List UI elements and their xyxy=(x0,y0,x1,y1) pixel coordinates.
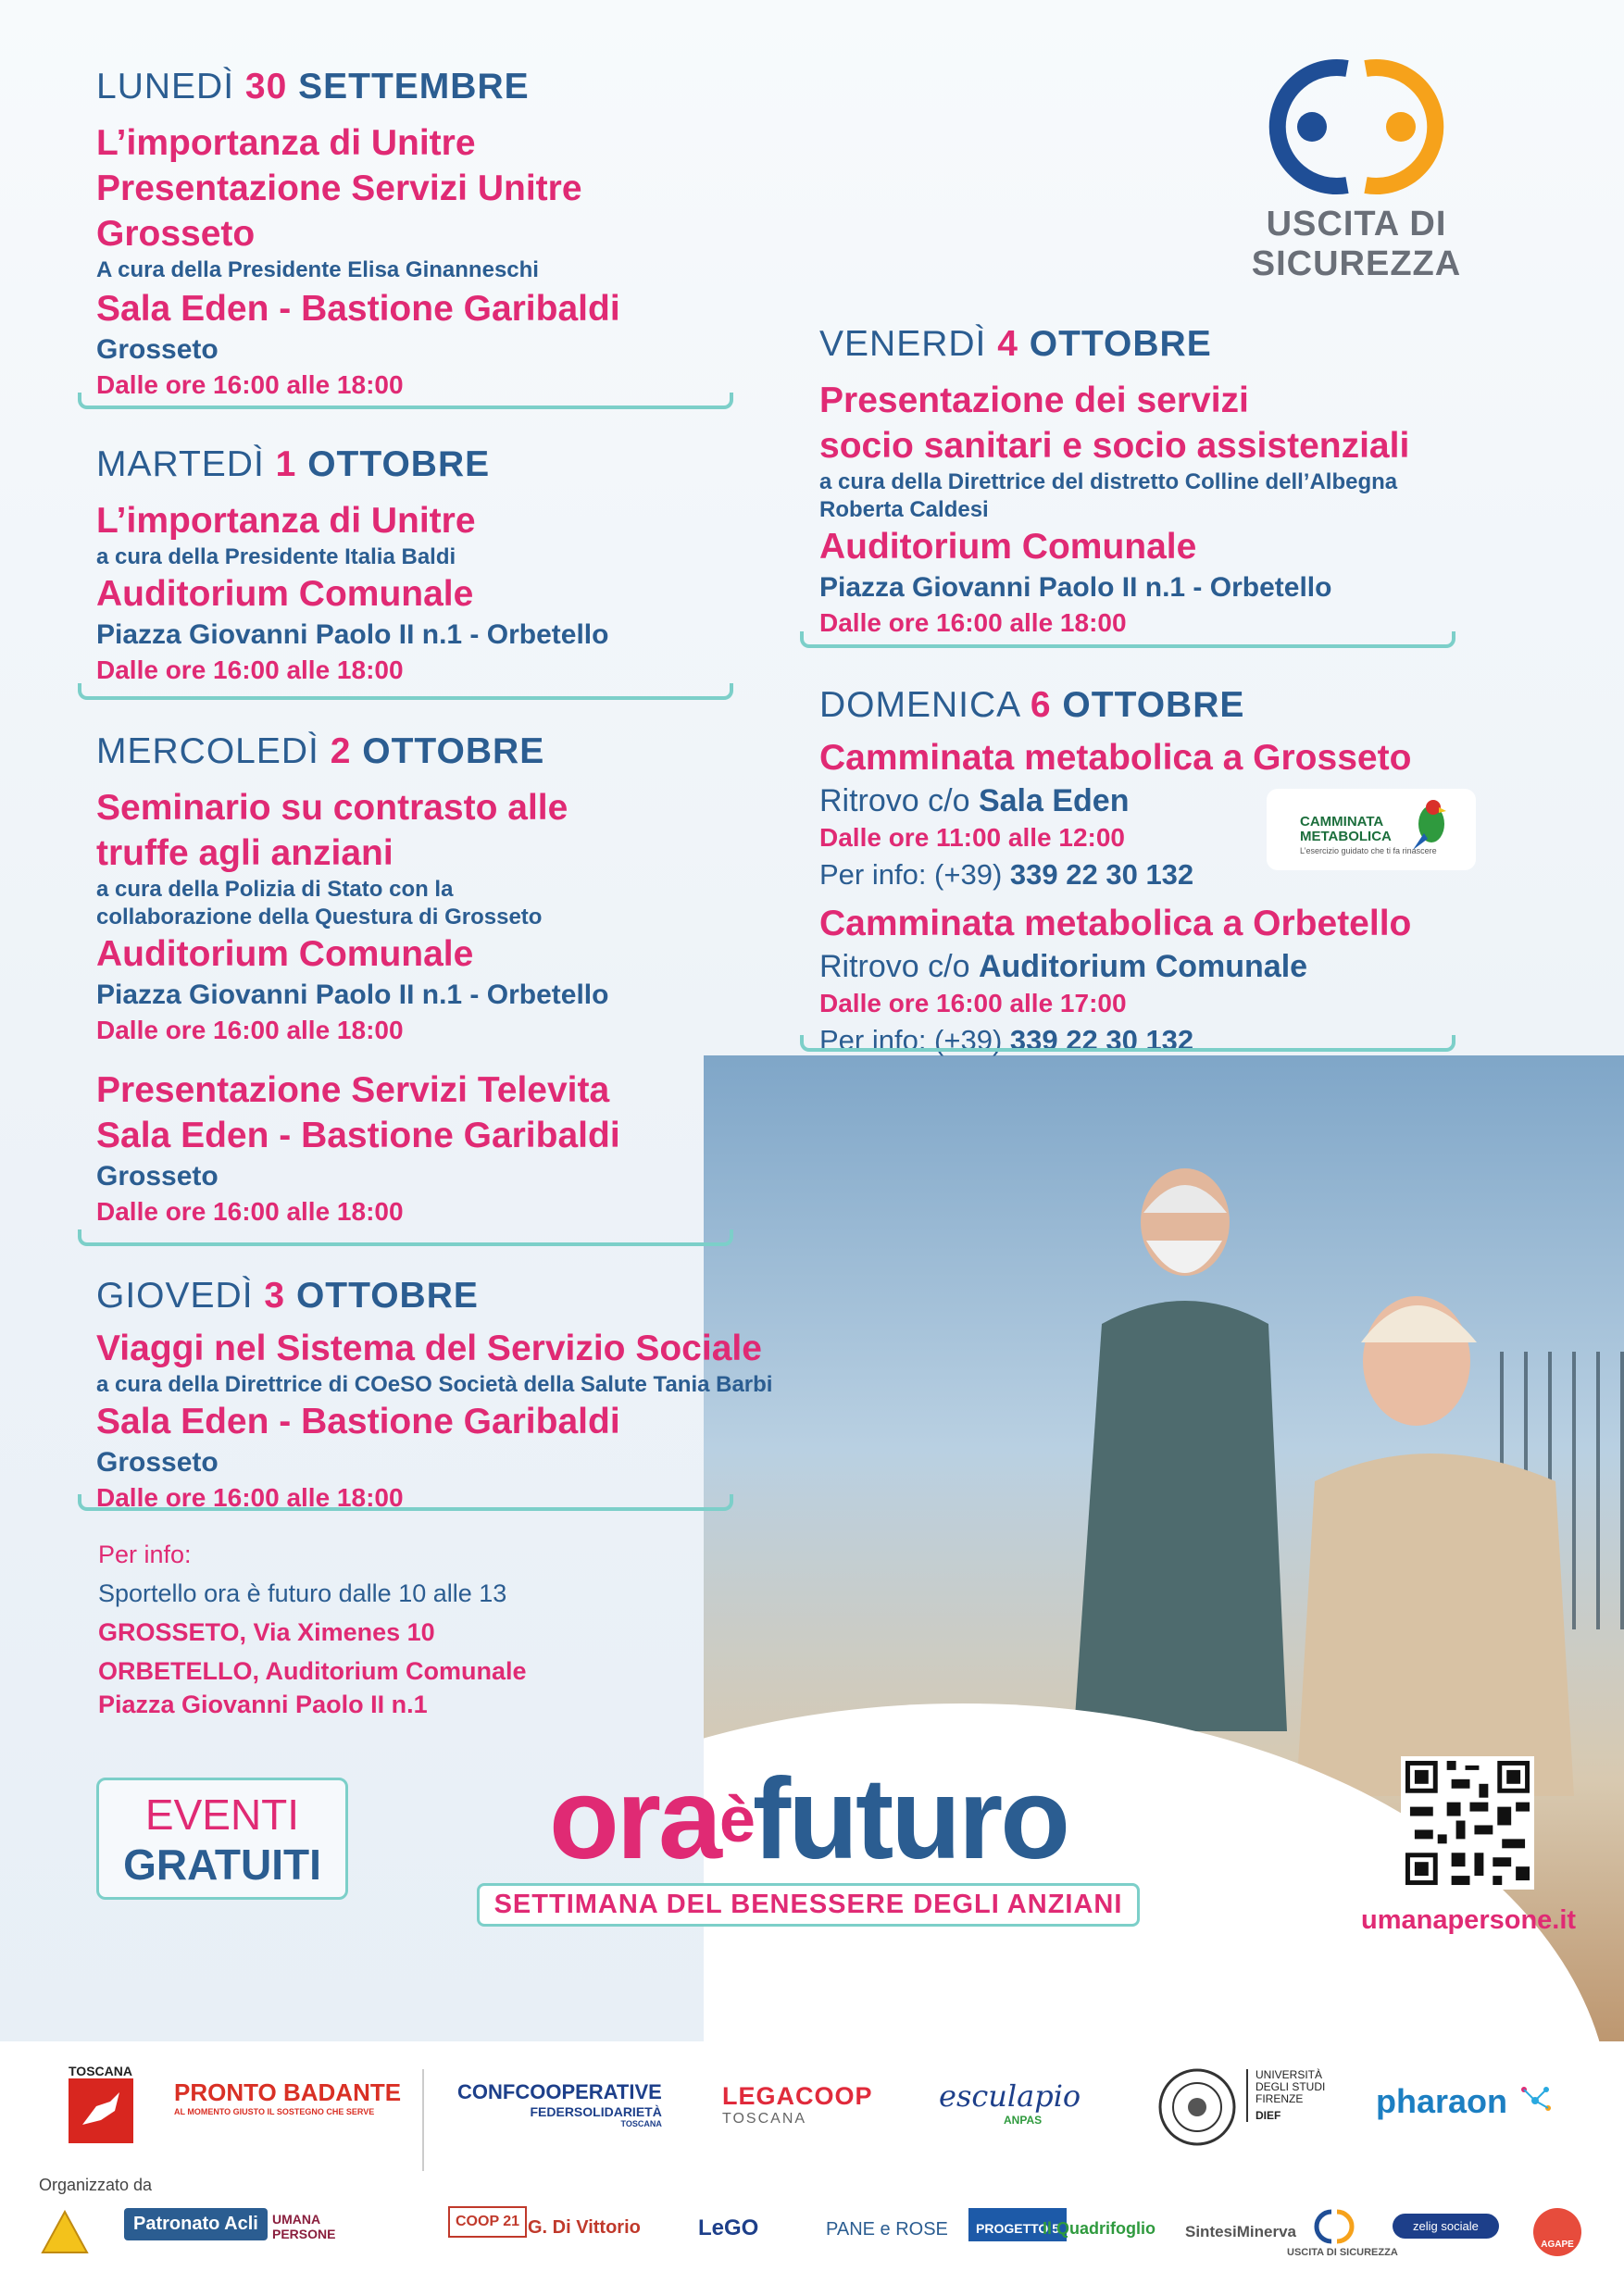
umana-persone-logo: UMANA PERSONE xyxy=(272,2212,336,2241)
event-time: Dalle ore 16:00 alle 18:00 xyxy=(819,608,1127,637)
event-address: Piazza Giovanni Paolo II n.1 - Orbetello xyxy=(819,572,1332,603)
divider xyxy=(78,683,733,700)
info-label: Per info: xyxy=(98,1541,192,1568)
info-desk: Sportello ora è futuro dalle 10 alle 13 xyxy=(98,1579,507,1607)
uscita-small-mark-icon xyxy=(1313,2208,1355,2245)
event-curator: a cura della Presidente Italia Baldi xyxy=(96,544,456,569)
event-curator: a cura della Direttrice di COeSO Società della Salute Tania Barbi xyxy=(96,1372,773,1397)
divider xyxy=(78,1229,733,1246)
university-seal-icon xyxy=(1157,2067,1237,2147)
badge-tagline: L’esercizio guidato che ti fa rinascere xyxy=(1300,846,1437,855)
event-second xyxy=(96,1067,620,1229)
pane-e-rose-logo: PANE e ROSE xyxy=(826,2219,948,2240)
event-curator: A cura della Presidente Elisa Ginanneschi xyxy=(96,257,539,282)
event-address: Grosseto xyxy=(96,334,219,365)
pharaon-logo: pharaon xyxy=(1376,2082,1554,2121)
pegasus-icon xyxy=(69,2078,133,2143)
event-venue: Sala Eden - Bastione Garibaldi xyxy=(96,1402,620,1441)
warning-logo-icon xyxy=(41,2208,89,2256)
zelig-logo: zelig sociale xyxy=(1393,2214,1499,2239)
quadrifoglio-logo: Il Quadrifoglio xyxy=(1043,2219,1156,2238)
info-block xyxy=(98,1535,527,1718)
event-time: Dalle ore 16:00 alle 18:00 xyxy=(96,1197,404,1226)
woman-figure xyxy=(1278,1278,1583,1796)
brand-subtitle: SETTIMANA DEL BENESSERE DEGLI ANZIANI xyxy=(477,1883,1141,1927)
free-events-line2: GRATUITI xyxy=(123,1841,321,1889)
event-title: Presentazione Servizi Televita xyxy=(96,1070,610,1110)
badge-name: CAMMINATA METABOLICA xyxy=(1300,814,1392,844)
qr-code[interactable] xyxy=(1401,1756,1534,1890)
event-date: MARTEDÌ 1 OTTOBRE xyxy=(96,444,491,484)
divider xyxy=(78,1494,733,1511)
g-di-vittorio-logo: G. Di Vittorio xyxy=(528,2217,641,2238)
logo-mark-icon xyxy=(1255,57,1458,196)
divider xyxy=(800,631,1455,648)
event-venue: Sala Eden - Bastione Garibaldi xyxy=(96,1116,620,1155)
info-orbetello-address: Piazza Giovanni Paolo II n.1 xyxy=(98,1691,428,1718)
event-title: Seminario su contrasto alle truffe agli anziani xyxy=(96,788,568,873)
walk-meeting: Ritrovo c/o Sala Eden xyxy=(819,783,1130,818)
event-address: Grosseto xyxy=(96,1447,219,1478)
uscita-di-sicurezza-small-logo: USCITA DI SICUREZZA xyxy=(1287,2247,1398,2258)
event-title: L’importanza di Unitre Presentazione Servizi Unitre Grosseto xyxy=(96,123,582,254)
free-events-line1: EVENTI xyxy=(144,1791,300,1839)
event-address: Piazza Giovanni Paolo II n.1 - Orbetello xyxy=(96,619,609,650)
event-time: Dalle ore 16:00 alle 18:00 xyxy=(96,655,404,684)
event-title: Viaggi nel Sistema del Servizio Sociale xyxy=(96,1329,762,1368)
divider xyxy=(800,1035,1455,1052)
walk-info: Per info: (+39) 339 22 30 132 xyxy=(819,858,1194,891)
patronato-acli-logo: Patronato Acli xyxy=(124,2208,268,2240)
event-venue: Auditorium Comunale xyxy=(96,934,474,974)
man-figure xyxy=(1037,1157,1315,1731)
seniors-jogging-photo xyxy=(704,1055,1624,2092)
walk-title: Camminata metabolica a Grosseto xyxy=(819,738,1412,778)
sponsors-band xyxy=(0,2041,1624,2296)
event-venue: Sala Eden - Bastione Garibaldi xyxy=(96,289,620,329)
sintesi-minerva-logo: SintesiMinerva xyxy=(1185,2223,1296,2240)
event-curator: a cura della Polizia di Stato con la collaborazione della Questura di Grosseto xyxy=(96,877,543,930)
organized-by-label: Organizzato da xyxy=(39,2176,153,2194)
event-time: Dalle ore 16:00 alle 18:00 xyxy=(96,370,404,399)
network-icon xyxy=(1517,2082,1554,2119)
separator xyxy=(422,2069,424,2171)
parrot-icon xyxy=(1405,796,1454,852)
logo-text: USCITA DI SICUREZZA xyxy=(1251,205,1462,283)
coop21-logo: COOP 21 xyxy=(448,2206,527,2238)
event-time: Dalle ore 16:00 alle 18:00 xyxy=(96,1016,404,1044)
legacoop-logo: LEGACOOP TOSCANA xyxy=(722,2082,873,2127)
event-date: DOMENICA 6 OTTOBRE xyxy=(819,685,1245,725)
esculapio-logo: esculapio ANPAS xyxy=(939,2078,1081,2127)
brand-wordmark: ora$^è$futuro xyxy=(549,1755,1068,1883)
event-tuesday xyxy=(96,444,608,687)
info-orbetello: ORBETELLO, Auditorium Comunale xyxy=(98,1657,527,1685)
event-curator: a cura della Direttrice del distretto Colline dell’Albegna Roberta Caldesi xyxy=(819,469,1398,522)
event-time: Dalle ore 16:00 alle 18:00 xyxy=(96,1483,404,1512)
lego-logo: LeGO xyxy=(698,2215,759,2240)
event-date: MERCOLEDÌ 2 OTTOBRE xyxy=(96,731,545,771)
free-events-box xyxy=(96,1778,348,1900)
event-monday xyxy=(96,67,620,402)
event-thursday xyxy=(96,1276,772,1515)
event-date: GIOVEDÌ 3 OTTOBRE xyxy=(96,1276,479,1316)
confcooperative-logo: CONFCOOPERATIVE FEDERSOLIDARIETÀ TOSCANA xyxy=(457,2080,662,2128)
event-sunday xyxy=(819,685,1411,1061)
info-grosseto: GROSSETO, Via Ximenes 10 xyxy=(98,1618,435,1646)
event-date: LUNEDÌ 30 SETTEMBRE xyxy=(96,67,530,106)
event-address: Grosseto xyxy=(96,1161,219,1192)
website-link[interactable]: umanapersone.it xyxy=(1361,1905,1577,1935)
walk-title: Camminata metabolica a Orbetello xyxy=(819,904,1412,943)
event-title: Presentazione dei servizi socio sanitari e socio assistenziali xyxy=(819,381,1410,466)
walk-time: Dalle ore 16:00 alle 17:00 xyxy=(819,989,1127,1017)
event-venue: Auditorium Comunale xyxy=(819,527,1197,567)
walk-meeting: Ritrovo c/o Auditorium Comunale xyxy=(819,949,1308,984)
walk-info: Per info: (+39) 339 22 30 132 xyxy=(819,1024,1194,1056)
agape-logo: AGAPE xyxy=(1533,2208,1581,2256)
pronto-badante-logo: PRONTO BADANTE AL MOMENTO GIUSTO IL SOSTEGNO CHE SERVE xyxy=(174,2078,402,2116)
walk-time: Dalle ore 11:00 alle 12:00 xyxy=(819,823,1125,852)
toscana-logo: TOSCANA xyxy=(69,2064,133,2146)
event-venue: Auditorium Comunale xyxy=(96,574,474,614)
unifi-logo: UNIVERSITÀ DEGLI STUDI FIRENZE DIEF xyxy=(1246,2069,1344,2122)
divider xyxy=(78,393,733,409)
event-date: VENERDÌ 4 OTTOBRE xyxy=(819,324,1212,364)
event-title: L’importanza di Unitre xyxy=(96,501,476,541)
progetto5-logo: PROGETTO 5 xyxy=(968,2208,1067,2241)
camminata-metabolica-badge xyxy=(1267,789,1476,870)
event-address: Piazza Giovanni Paolo II n.1 - Orbetello xyxy=(96,980,609,1010)
event-wednesday xyxy=(96,731,620,1229)
ora-e-futuro-brand xyxy=(461,1755,1156,1927)
uscita-di-sicurezza-logo xyxy=(1157,57,1555,289)
event-friday xyxy=(819,324,1409,640)
